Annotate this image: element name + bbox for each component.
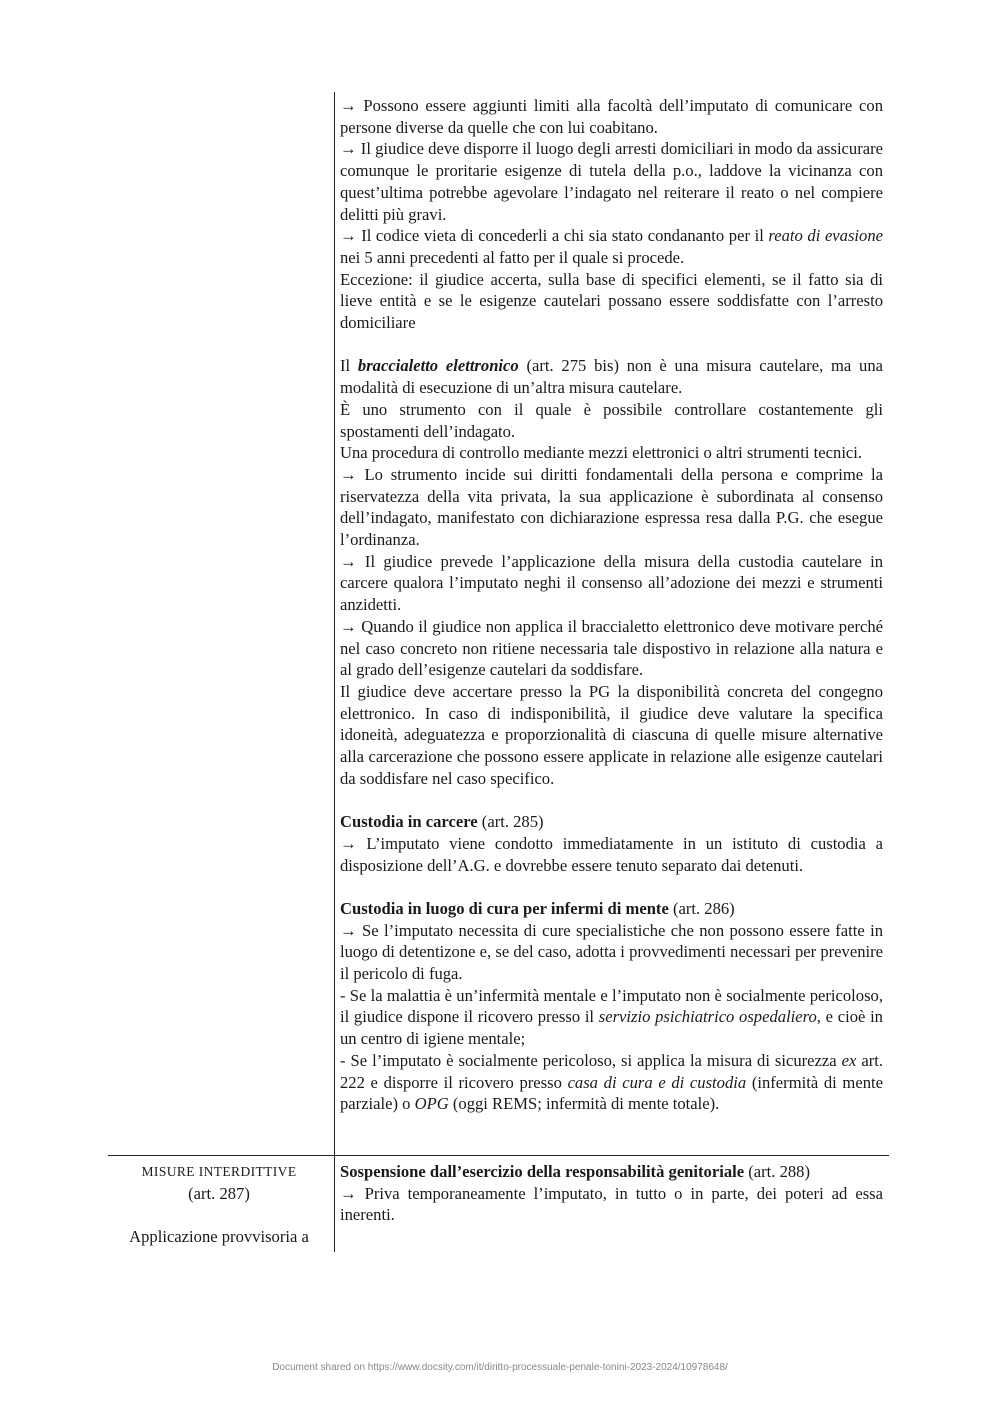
paragraph-sospensione: → Priva temporaneamente l’imputato, in tutto o in parte, dei poteri ad essa inerenti. [340,1183,883,1225]
paragraph-custodia-cura-non-pericoloso: - Se la malattia è un’infermità mentale e l’imputato non è socialmente pericoloso, il giudice dispone il ricovero presso il servizio psichiatrico ospedaliero, e cioè in un centro di igiene mentale; [340,985,883,1049]
document-footer: Document shared on https://www.docsity.com/it/diritto-processuale-penale-tonini-2023-2024/10978648/ [272,1362,728,1373]
heading-custodia-carcere: Custodia in carcere (art. 285) [340,812,544,832]
column-divider-bottom [334,1156,335,1252]
paragraph-braccialetto-strumento: È uno strumento con il quale è possibile controllare costantemente gli spostamenti dell’indagato. [340,399,883,441]
content-column-lower [340,1161,883,1226]
paragraph-custodia-cura-intro: → Se l’imputato necessita di cure specialistiche che non possono essere fatte in luogo di detentizone e, se del caso, adotta i provvedimenti necessari per prevenire il pericolo di fuga. [340,920,883,984]
paragraph-braccialetto-motivazione: → Quando il giudice non applica il braccialetto elettronico deve motivare perché nel caso concreto non ritiene necessaria tale dispostivo in relazione alla natura e al grado dell’esigenze cautelari da soddisfare. [340,616,883,680]
paragraph-custodia-cura-pericoloso: - Se l’imputato è socialmente pericoloso, si applica la misura di sicurezza ex art. 222 e disporre il ricovero presso casa di cura e di custodia (infermità di mente parziale) o OPG (oggi REMS; infermità di mente totale). [340,1050,883,1114]
row-divider [108,1155,889,1156]
paragraph-braccialetto-procedura: Una procedura di controllo mediante mezzi elettronici o altri strumenti tecnici. [340,443,863,463]
heading-sospensione: Sospensione dall’esercizio della responsabilità genitoriale (art. 288) [340,1162,810,1181]
content-column-upper [340,95,883,1115]
paragraph-eccezione: Eccezione: il giudice accerta, sulla base di specifici elementi, se il fatto sia di lieve entità e se le esigenze cautelari possano essere soddisfatte con l’arresto domiciliare [340,269,883,333]
paragraph-luogo-arresti: → Il giudice deve disporre il luogo degli arresti domiciliari in modo da assicurare comunque le proritarie esigenze di tutela della p.o., laddove la vicinanza con quest’ultima potrebbe agevolare l’indagato nel reiterare il reato o nel compiere delitti più gravi. [340,139,883,224]
paragraph-custodia-carcere: → L’imputato viene condotto immediatamente in un istituto di custodia a disposizione dell’A.G. e dovrebbe essere tenuto separato dai detenuti. [340,833,883,875]
misure-interdittive-title: MISURE INTERDITTIVE [141,1164,297,1179]
paragraph-braccialetto-consenso: → Il giudice prevede l’applicazione della misura della custodia cautelare in carcere qualora l’imputato neghi il consenso all’adozione dei mezzi e strumenti anzidetti. [340,551,883,615]
term-reato-evasione: reato di evasione [768,226,883,246]
misure-interdittive-note: Applicazione provvisoria a [129,1227,309,1247]
paragraph-braccialetto-diritti: → Lo strumento incide sui diritti fondamentali della persona e comprime la riservatezza della vita privata, la sua applicazione è subordinata al consenso dell’indagato, manifestato con dichiarazione espressa resa dalla P.G. che esegue l’ordinanza. [340,464,883,550]
column-divider-top [334,92,335,1155]
paragraph-braccialetto-intro: Il braccialetto elettronico (art. 275 bis) non è una misura cautelare, ma una modalità di esecuzione di un’altra misura cautelare. [340,356,883,398]
paragraph-braccialetto-disponibilita: Il giudice deve accertare presso la PG la disponibilità concreta del congegno elettronico. In caso di indisponibilità, il giudice deve valutare la specifica idoneità, adeguatezza e proporzionalità di ciascuna di quelle misure alternative alla carcerazione che possono essere applicate in relazione alle esigenze cautelari da soddisfare nel caso specifico. [340,681,883,788]
misure-interdittive-ref: (art. 287) [188,1183,250,1203]
heading-custodia-cura: Custodia in luogo di cura per infermi di mente (art. 286) [340,898,735,918]
paragraph-divieto-evasione: → Il codice vieta di concederli a chi sia stato condananto per il reato di evasione nei 5 anni precedenti al fatto per il quale si procede. [340,226,883,267]
row-label-column [108,1161,330,1248]
paragraph-limiti-comunicazione: → Possono essere aggiunti limiti alla facoltà dell’imputato di comunicare con persone diverse da quelle che con lui coabitano. [340,96,883,137]
term-braccialetto: braccialetto elettronico [357,356,519,376]
